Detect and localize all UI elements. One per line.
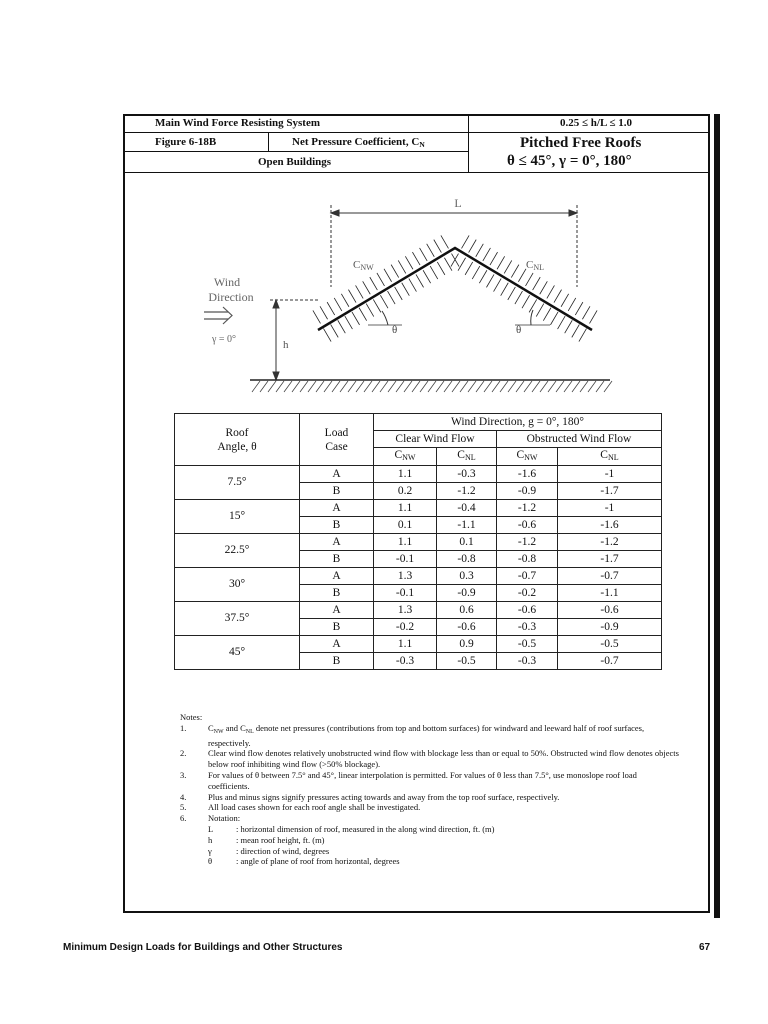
coefficient-cell: 1.1 bbox=[374, 500, 437, 517]
coefficient-cell: -0.8 bbox=[437, 551, 497, 568]
coefficient-cell: -1.7 bbox=[558, 483, 662, 500]
note-item: 1. $C_{NW}$ and $C_{NL}$ denote net pressures (contributions from top and bottom surfaces) for windward and leeward half of roof surfaces, respectively. bbox=[180, 723, 680, 749]
coefficient-table bbox=[174, 413, 662, 670]
coefficient-cell: -0.6 bbox=[497, 602, 558, 619]
open-buildings-label: Open Buildings bbox=[258, 156, 332, 168]
coefficient-cell: -0.5 bbox=[437, 653, 497, 670]
coefficient-cell: -0.3 bbox=[437, 466, 497, 483]
note-item: 2. Clear wind flow denotes relatively unobstructed wind flow with blockage less than or equal to 50%. Obstructed wind flow denotes objects below roof inhibiting wind flow (>50% blockage). bbox=[180, 748, 679, 770]
coefficient-cell: 0.2 bbox=[374, 483, 437, 500]
coefficient-cell: -1 bbox=[558, 500, 662, 517]
coefficient-cell: 1.1 bbox=[374, 636, 437, 653]
wind-label-2: Direction bbox=[208, 290, 254, 304]
note-item: 3. For values of θ between 7.5° and 45°, linear interpolation is permitted. For values of θ less than 7.5°, use monoslope roof load coefficients. bbox=[180, 769, 637, 791]
load-case-cell: B bbox=[300, 619, 374, 636]
notation-row: θ : angle of plane of roof from horizontal, degrees bbox=[208, 856, 400, 867]
coefficient-cell: -0.9 bbox=[497, 483, 558, 500]
length-label: L bbox=[454, 196, 462, 210]
coefficient-cell: 1.1 bbox=[374, 534, 437, 551]
coefficient-cell: -0.7 bbox=[558, 653, 662, 670]
coefficient-title: Net Pressure Coefficient, $C_N$ bbox=[292, 136, 425, 149]
coefficient-cell: -1.2 bbox=[497, 534, 558, 551]
load-case-cell: B bbox=[300, 653, 374, 670]
height-label: h bbox=[283, 339, 289, 351]
coefficient-cell: -0.5 bbox=[497, 636, 558, 653]
notation-list bbox=[180, 824, 680, 867]
coefficient-cell: -0.2 bbox=[374, 619, 437, 636]
coefficient-cell: 1.3 bbox=[374, 568, 437, 585]
coefficient-cell: -0.9 bbox=[558, 619, 662, 636]
coefficient-cell: -1.2 bbox=[497, 500, 558, 517]
coefficient-cell: -0.9 bbox=[437, 585, 497, 602]
col-header-onw: $C_{NW}$ bbox=[497, 448, 558, 466]
table-row bbox=[175, 636, 662, 653]
wind-label-1: Wind bbox=[213, 275, 241, 289]
note-item: 6. Notation: bbox=[180, 813, 241, 824]
col-header-cnw: $C_{NW}$ bbox=[374, 448, 437, 466]
table-row bbox=[175, 466, 662, 483]
load-case-cell: A bbox=[300, 636, 374, 653]
header-divider-v2 bbox=[468, 114, 469, 172]
coefficient-cell: -0.1 bbox=[374, 585, 437, 602]
notation-row: h : mean roof height, ft. (m) bbox=[208, 834, 325, 845]
coefficient-cell: -0.3 bbox=[497, 653, 558, 670]
load-case-cell: A bbox=[300, 500, 374, 517]
roof-angle-header: Roof Angle, θ bbox=[175, 414, 300, 466]
coefficient-cell: 1.3 bbox=[374, 602, 437, 619]
cnw-label: CNW bbox=[353, 259, 374, 272]
coefficient-cell: -0.2 bbox=[497, 585, 558, 602]
height-dimension bbox=[270, 300, 318, 380]
table-row bbox=[175, 568, 662, 585]
coefficient-cell: -1.6 bbox=[497, 466, 558, 483]
coefficient-cell: 1.1 bbox=[374, 466, 437, 483]
coefficient-cell: -0.3 bbox=[374, 653, 437, 670]
coefficient-cell: 0.1 bbox=[374, 517, 437, 534]
ground-hatch bbox=[252, 381, 612, 392]
roof-angle-cell: 30° bbox=[175, 568, 300, 602]
coefficient-cell: -1.2 bbox=[558, 534, 662, 551]
table-row bbox=[175, 602, 662, 619]
footer-title: Minimum Design Loads for Buildings and Other Structures bbox=[63, 942, 343, 953]
obstructed-flow-header: Obstructed Wind Flow bbox=[497, 431, 662, 448]
header-divider-1 bbox=[123, 132, 710, 133]
notation-row: γ : direction of wind, degrees bbox=[208, 845, 330, 856]
theta-right: θ bbox=[516, 324, 522, 336]
coefficient-cell: -0.8 bbox=[497, 551, 558, 568]
coefficient-cell: -1.1 bbox=[437, 517, 497, 534]
coefficient-cell: 0.6 bbox=[437, 602, 497, 619]
system-title: Main Wind Force Resisting System bbox=[155, 117, 321, 129]
load-case-cell: A bbox=[300, 466, 374, 483]
coefficient-cell: -0.4 bbox=[437, 500, 497, 517]
header-divider-2 bbox=[123, 151, 469, 152]
notes-heading: Notes: bbox=[180, 712, 203, 722]
coefficient-cell: -0.6 bbox=[558, 602, 662, 619]
coefficient-cell: -0.1 bbox=[374, 551, 437, 568]
coefficient-cell: -1.7 bbox=[558, 551, 662, 568]
col-header-cnl: $C_{NL}$ bbox=[437, 448, 497, 466]
theta-arc-left bbox=[382, 311, 388, 325]
roof-type-title: Pitched Free Roofs bbox=[520, 135, 642, 151]
load-case-cell: B bbox=[300, 483, 374, 500]
page-number: 67 bbox=[699, 942, 711, 953]
table-row bbox=[175, 500, 662, 517]
load-case-cell: B bbox=[300, 517, 374, 534]
coefficient-cell: 0.1 bbox=[437, 534, 497, 551]
coefficient-cell: -1.1 bbox=[558, 585, 662, 602]
figure-number: Figure 6-18B bbox=[155, 136, 217, 148]
coefficient-cell: -0.6 bbox=[497, 517, 558, 534]
wind-arrow-icon bbox=[204, 307, 232, 324]
gamma-label: γ = 0° bbox=[212, 334, 237, 345]
coefficient-cell: -0.3 bbox=[497, 619, 558, 636]
load-case-cell: B bbox=[300, 551, 374, 568]
clear-flow-header: Clear Wind Flow bbox=[374, 431, 497, 448]
wind-direction-header: Wind Direction, g = 0°, 180° bbox=[374, 414, 662, 431]
load-case-cell: A bbox=[300, 568, 374, 585]
load-case-cell: B bbox=[300, 585, 374, 602]
load-case-cell: A bbox=[300, 534, 374, 551]
roof-angle-cell: 37.5° bbox=[175, 602, 300, 636]
header-divider-v1 bbox=[268, 132, 269, 151]
angle-condition: θ ≤ 45°, γ = 0°, 180° bbox=[507, 153, 632, 169]
load-case-header: Load Case bbox=[300, 414, 374, 466]
note-item: 4. Plus and minus signs signify pressures acting towards and away from the top roof surface, respectively. bbox=[180, 791, 560, 802]
coefficient-cell: -1.6 bbox=[558, 517, 662, 534]
roof-angle-cell: 45° bbox=[175, 636, 300, 670]
header-divider-3 bbox=[123, 172, 710, 173]
coefficient-cell: 0.9 bbox=[437, 636, 497, 653]
roof-angle-cell: 22.5° bbox=[175, 534, 300, 568]
notes-section bbox=[180, 712, 680, 867]
note-item: 5. All load cases shown for each roof angle shall be investigated. bbox=[180, 802, 421, 813]
coefficient-cell: -1 bbox=[558, 466, 662, 483]
load-case-cell: A bbox=[300, 602, 374, 619]
coefficient-cell: -1.2 bbox=[437, 483, 497, 500]
length-dimension bbox=[331, 205, 577, 287]
roof-angle-cell: 7.5° bbox=[175, 466, 300, 500]
roof-diagram bbox=[190, 195, 620, 400]
coefficient-cell: -0.6 bbox=[437, 619, 497, 636]
ratio-range: 0.25 ≤ h/L ≤ 1.0 bbox=[560, 117, 632, 129]
margin-bar bbox=[714, 114, 720, 918]
theta-arc-right bbox=[531, 310, 533, 325]
roof-angle-cell: 15° bbox=[175, 500, 300, 534]
coefficient-cell: -0.7 bbox=[497, 568, 558, 585]
notation-row: L : horizontal dimension of roof, measured in the along wind direction, ft. (m) bbox=[208, 823, 495, 834]
col-header-onl: $C_{NL}$ bbox=[558, 448, 662, 466]
table-row bbox=[175, 534, 662, 551]
theta-left: θ bbox=[392, 324, 398, 336]
coefficient-cell: -0.7 bbox=[558, 568, 662, 585]
coefficient-cell: -0.5 bbox=[558, 636, 662, 653]
coefficient-cell: 0.3 bbox=[437, 568, 497, 585]
note-1-text: $C_{NW}$ and $C_{NL}$ denote net pressures (contributions from top and bottom surfaces) for windward and leeward half of roof surfaces, respectively. bbox=[208, 722, 645, 748]
cnl-label: CNL bbox=[526, 259, 545, 272]
